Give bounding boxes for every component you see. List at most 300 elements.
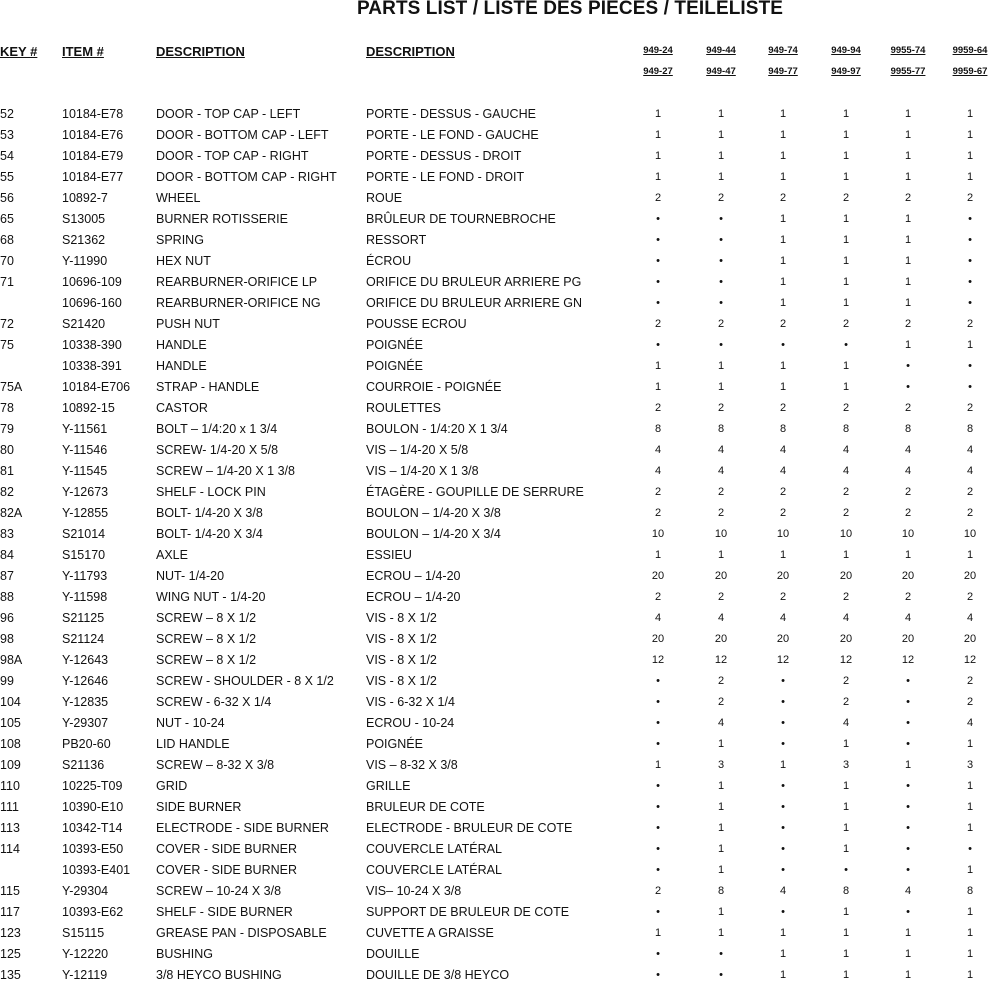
qty-9959-64-cell: 2: [966, 318, 974, 330]
qty-9955-74-cell: 2: [904, 591, 912, 603]
qty-9959-64-cell: 2: [966, 192, 974, 204]
qty-949-44-cell: 4: [717, 612, 725, 624]
qty-949-94-cell: 3: [842, 759, 850, 771]
description-en-cell: GREASE PAN - DISPOSABLE: [156, 926, 327, 940]
description-fr-cell: GRILLE: [366, 779, 411, 793]
item-number-cell: 10696-160: [62, 296, 122, 310]
qty-949-94-cell: 20: [839, 570, 853, 582]
key-cell: 81: [0, 464, 14, 478]
description-en-cell: HANDLE: [156, 359, 207, 373]
qty-949-24-cell: 4: [654, 612, 662, 624]
qty-949-74-cell: 2: [779, 486, 787, 498]
description-fr-cell: DOUILLE: [366, 947, 420, 961]
qty-949-74-cell: 1: [779, 171, 787, 183]
item-number-cell: Y-11545: [62, 464, 108, 478]
table-row: [0, 506, 990, 527]
qty-949-74-cell: 4: [779, 465, 787, 477]
qty-9959-64-cell: •: [968, 843, 972, 855]
qty-949-94-cell: 4: [842, 717, 850, 729]
model-header-top: 949-74: [768, 45, 798, 56]
description-fr-cell: ROULETTES: [366, 401, 442, 415]
qty-949-94-cell: 4: [842, 612, 850, 624]
qty-9955-74-cell: 1: [904, 255, 912, 267]
qty-9955-74-cell: •: [906, 717, 910, 729]
qty-949-94-cell: 2: [842, 591, 850, 603]
description-fr-cell: ORIFICE DU BRULEUR ARRIERE PG: [366, 275, 582, 289]
key-cell: 71: [0, 275, 14, 289]
item-number-cell: Y-29304: [62, 884, 109, 898]
qty-949-94-cell: 1: [842, 108, 850, 120]
qty-949-94-cell: 1: [842, 927, 850, 939]
qty-949-74-cell: 2: [779, 318, 787, 330]
qty-9959-64-cell: 1: [966, 780, 974, 792]
qty-949-74-cell: 2: [779, 507, 787, 519]
description-en-cell: BOLT- 1/4-20 X 3/8: [156, 506, 263, 520]
qty-949-74-cell: 4: [779, 612, 787, 624]
description-en-cell: REARBURNER-ORIFICE NG: [156, 296, 321, 310]
item-number-cell: Y-11546: [62, 443, 108, 457]
qty-949-24-cell: 1: [654, 360, 662, 372]
key-cell: 55: [0, 170, 14, 184]
item-number-cell: S13005: [62, 212, 106, 226]
qty-949-94-cell: 1: [842, 549, 850, 561]
key-cell: 108: [0, 737, 21, 751]
qty-9959-64-cell: 1: [966, 822, 974, 834]
qty-9955-74-cell: 2: [904, 486, 912, 498]
table-row: [0, 170, 990, 191]
qty-949-74-cell: 2: [779, 402, 787, 414]
description-en-cell: SCREW – 8 X 1/2: [156, 611, 257, 625]
description-fr-cell: COUVERCLE LATÉRAL: [366, 863, 502, 877]
description-fr-cell: ELECTRODE - BRULEUR DE COTE: [366, 821, 573, 835]
key-cell: 83: [0, 527, 14, 541]
qty-949-44-cell: 4: [717, 465, 725, 477]
qty-949-74-cell: 1: [779, 129, 787, 141]
qty-949-74-cell: 1: [779, 948, 787, 960]
table-row: [0, 863, 990, 884]
table-row: [0, 275, 990, 296]
qty-949-24-cell: 2: [654, 486, 662, 498]
item-number-cell: Y-11598: [62, 590, 108, 604]
qty-949-74-cell: 1: [779, 150, 787, 162]
description-en-cell: BURNER ROTISSERIE: [156, 212, 288, 226]
qty-949-24-cell: •: [656, 780, 660, 792]
qty-949-24-cell: •: [656, 339, 660, 351]
item-number-cell: Y-12855: [62, 506, 109, 520]
description-fr-cell: BRULEUR DE COTE: [366, 800, 485, 814]
table-row: [0, 947, 990, 968]
header-key: KEY #: [0, 44, 38, 59]
item-number-cell: Y-29307: [62, 716, 109, 730]
qty-949-94-cell: 1: [842, 234, 850, 246]
description-fr-cell: VIS – 1/4-20 X 1 3/8: [366, 464, 479, 478]
key-cell: 84: [0, 548, 14, 562]
qty-949-24-cell: •: [656, 948, 660, 960]
qty-949-44-cell: •: [719, 213, 723, 225]
table-row: [0, 968, 990, 989]
description-fr-cell: ÉTAGÈRE - GOUPILLE DE SERRURE: [366, 485, 584, 499]
qty-949-74-cell: 1: [779, 276, 787, 288]
item-number-cell: S15115: [62, 926, 105, 940]
table-row: [0, 443, 990, 464]
qty-9955-74-cell: 1: [904, 276, 912, 288]
qty-949-44-cell: 3: [717, 759, 725, 771]
qty-9955-74-cell: •: [906, 696, 910, 708]
qty-949-24-cell: 2: [654, 591, 662, 603]
qty-949-94-cell: 12: [839, 654, 853, 666]
description-en-cell: REARBURNER-ORIFICE LP: [156, 275, 318, 289]
item-number-cell: 10393-E50: [62, 842, 124, 856]
qty-9955-74-cell: •: [906, 675, 910, 687]
qty-949-24-cell: •: [656, 822, 660, 834]
qty-949-94-cell: 10: [839, 528, 853, 540]
description-en-cell: DOOR - TOP CAP - RIGHT: [156, 149, 309, 163]
qty-949-94-cell: •: [844, 339, 848, 351]
description-fr-cell: POIGNÉE: [366, 359, 423, 373]
qty-949-74-cell: •: [781, 801, 785, 813]
description-en-cell: SCREW- 1/4-20 X 5/8: [156, 443, 279, 457]
key-cell: 115: [0, 884, 20, 898]
item-number-cell: 10892-15: [62, 401, 115, 415]
qty-949-94-cell: 1: [842, 150, 850, 162]
description-en-cell: SCREW - 6-32 X 1/4: [156, 695, 272, 709]
qty-949-94-cell: 1: [842, 948, 850, 960]
qty-949-94-cell: 2: [842, 318, 850, 330]
qty-949-94-cell: 1: [842, 969, 850, 981]
qty-9955-74-cell: 2: [904, 402, 912, 414]
qty-949-44-cell: 20: [714, 570, 728, 582]
description-en-cell: SHELF - LOCK PIN: [156, 485, 266, 499]
qty-949-74-cell: 1: [779, 108, 787, 120]
key-cell: 68: [0, 233, 14, 247]
qty-949-24-cell: 1: [654, 927, 662, 939]
qty-949-44-cell: 1: [717, 129, 725, 141]
qty-9959-64-cell: 1: [966, 927, 974, 939]
qty-9959-64-cell: •: [968, 234, 972, 246]
key-cell: 98: [0, 632, 14, 646]
key-cell: 99: [0, 674, 14, 688]
qty-9955-74-cell: •: [906, 738, 910, 750]
qty-949-44-cell: 1: [717, 381, 725, 393]
key-cell: 75A: [0, 380, 23, 394]
table-row: [0, 191, 990, 212]
qty-949-94-cell: 1: [842, 276, 850, 288]
model-header-bottom: 9959-67: [952, 66, 988, 77]
qty-949-74-cell: •: [781, 738, 785, 750]
qty-949-24-cell: •: [656, 843, 660, 855]
qty-9959-64-cell: 3: [966, 759, 974, 771]
qty-9959-64-cell: 1: [966, 864, 974, 876]
description-en-cell: WING NUT - 1/4-20: [156, 590, 266, 604]
qty-949-24-cell: 12: [651, 654, 665, 666]
description-en-cell: SHELF - SIDE BURNER: [156, 905, 293, 919]
qty-949-74-cell: 20: [776, 570, 790, 582]
description-en-cell: ELECTRODE - SIDE BURNER: [156, 821, 329, 835]
description-fr-cell: PORTE - DESSUS - DROIT: [366, 149, 522, 163]
qty-9959-64-cell: 4: [966, 717, 974, 729]
table-row: [0, 716, 990, 737]
qty-9955-74-cell: 1: [904, 213, 912, 225]
qty-949-74-cell: 1: [779, 927, 787, 939]
qty-949-94-cell: 1: [842, 780, 850, 792]
item-number-cell: Y-12220: [62, 947, 109, 961]
qty-949-24-cell: 4: [654, 465, 662, 477]
qty-949-44-cell: 2: [717, 486, 725, 498]
table-row: [0, 674, 990, 695]
qty-949-74-cell: 1: [779, 234, 787, 246]
qty-949-24-cell: 1: [654, 759, 662, 771]
qty-9959-64-cell: 2: [966, 486, 974, 498]
table-row: [0, 611, 990, 632]
key-cell: 111: [0, 800, 20, 814]
key-cell: 70: [0, 254, 14, 268]
table-row: [0, 842, 990, 863]
qty-949-94-cell: 4: [842, 444, 850, 456]
item-number-cell: 10393-E62: [62, 905, 124, 919]
qty-949-24-cell: 2: [654, 318, 662, 330]
qty-9959-64-cell: 8: [966, 423, 974, 435]
description-fr-cell: COURROIE - POIGNÉE: [366, 380, 502, 394]
item-number-cell: Y-12835: [62, 695, 109, 709]
table-row: [0, 779, 990, 800]
description-fr-cell: ESSIEU: [366, 548, 412, 562]
description-en-cell: AXLE: [156, 548, 188, 562]
description-en-cell: BUSHING: [156, 947, 213, 961]
qty-9959-64-cell: •: [968, 276, 972, 288]
qty-949-24-cell: •: [656, 213, 660, 225]
qty-949-94-cell: 8: [842, 423, 850, 435]
qty-949-44-cell: 2: [717, 591, 725, 603]
qty-9955-74-cell: 2: [904, 318, 912, 330]
qty-949-24-cell: 10: [651, 528, 665, 540]
description-fr-cell: ORIFICE DU BRULEUR ARRIERE GN: [366, 296, 583, 310]
description-en-cell: SCREW – 10-24 X 3/8: [156, 884, 282, 898]
qty-9955-74-cell: 10: [901, 528, 915, 540]
qty-949-44-cell: 2: [717, 402, 725, 414]
description-en-cell: BOLT – 1/4:20 x 1 3/4: [156, 422, 278, 436]
qty-949-74-cell: 1: [779, 969, 787, 981]
table-row: [0, 422, 990, 443]
qty-949-24-cell: 4: [654, 444, 662, 456]
qty-949-94-cell: 1: [842, 822, 850, 834]
qty-949-44-cell: 2: [717, 675, 725, 687]
qty-949-74-cell: 8: [779, 423, 787, 435]
item-number-cell: 10696-109: [62, 275, 122, 289]
qty-9955-74-cell: 1: [904, 108, 912, 120]
qty-949-94-cell: 2: [842, 192, 850, 204]
model-header-top: 9955-74: [890, 45, 926, 56]
description-fr-cell: ECROU - 10-24: [366, 716, 455, 730]
description-fr-cell: VIS - 8 X 1/2: [366, 653, 437, 667]
qty-949-74-cell: 1: [779, 549, 787, 561]
qty-949-94-cell: 2: [842, 402, 850, 414]
description-en-cell: PUSH NUT: [156, 317, 220, 331]
key-cell: 72: [0, 317, 14, 331]
item-number-cell: S21124: [62, 632, 105, 646]
qty-949-24-cell: 1: [654, 549, 662, 561]
key-cell: 80: [0, 443, 14, 457]
qty-949-24-cell: •: [656, 738, 660, 750]
qty-949-74-cell: 2: [779, 591, 787, 603]
description-en-cell: DOOR - BOTTOM CAP - LEFT: [156, 128, 329, 142]
qty-949-24-cell: 20: [651, 570, 665, 582]
qty-9955-74-cell: 4: [904, 465, 912, 477]
qty-949-74-cell: •: [781, 675, 785, 687]
item-number-cell: 10338-391: [62, 359, 122, 373]
qty-949-74-cell: 1: [779, 297, 787, 309]
qty-9959-64-cell: 2: [966, 402, 974, 414]
qty-949-24-cell: 20: [651, 633, 665, 645]
qty-949-94-cell: 1: [842, 381, 850, 393]
qty-9955-74-cell: •: [906, 906, 910, 918]
item-number-cell: 10338-390: [62, 338, 122, 352]
key-cell: 123: [0, 926, 21, 940]
key-cell: 65: [0, 212, 14, 226]
item-number-cell: Y-11561: [62, 422, 108, 436]
model-header-bottom: 949-97: [831, 66, 861, 77]
table-row: [0, 905, 990, 926]
table-row: [0, 359, 990, 380]
qty-949-74-cell: 1: [779, 759, 787, 771]
qty-949-44-cell: 1: [717, 171, 725, 183]
qty-9959-64-cell: 10: [963, 528, 977, 540]
description-fr-cell: POIGNÉE: [366, 737, 423, 751]
description-fr-cell: BOULON – 1/4-20 X 3/8: [366, 506, 501, 520]
qty-9955-74-cell: •: [906, 864, 910, 876]
qty-9955-74-cell: 20: [901, 633, 915, 645]
key-cell: 113: [0, 821, 20, 835]
qty-949-24-cell: •: [656, 717, 660, 729]
qty-949-44-cell: 1: [717, 906, 725, 918]
key-cell: 56: [0, 191, 14, 205]
key-cell: 96: [0, 611, 14, 625]
qty-949-24-cell: 2: [654, 192, 662, 204]
qty-949-74-cell: •: [781, 906, 785, 918]
qty-949-94-cell: 20: [839, 633, 853, 645]
qty-949-74-cell: •: [781, 822, 785, 834]
qty-9959-64-cell: 1: [966, 339, 974, 351]
table-row: [0, 401, 990, 422]
qty-949-74-cell: •: [781, 780, 785, 792]
item-number-cell: S21014: [62, 527, 106, 541]
qty-949-24-cell: •: [656, 675, 660, 687]
description-fr-cell: POIGNÉE: [366, 338, 423, 352]
description-fr-cell: BOULON – 1/4-20 X 3/4: [366, 527, 501, 541]
description-en-cell: 3/8 HEYCO BUSHING: [156, 968, 282, 982]
qty-949-94-cell: 2: [842, 486, 850, 498]
qty-949-24-cell: •: [656, 906, 660, 918]
description-en-cell: COVER - SIDE BURNER: [156, 863, 297, 877]
qty-949-94-cell: 1: [842, 297, 850, 309]
description-fr-cell: BRÛLEUR DE TOURNEBROCHE: [366, 212, 556, 226]
qty-9959-64-cell: 1: [966, 171, 974, 183]
table-row: [0, 254, 990, 275]
qty-9959-64-cell: 20: [963, 633, 977, 645]
qty-949-24-cell: •: [656, 969, 660, 981]
qty-949-74-cell: 20: [776, 633, 790, 645]
table-row: [0, 926, 990, 947]
qty-949-74-cell: 1: [779, 255, 787, 267]
model-header-bottom: 9955-77: [890, 66, 926, 77]
description-fr-cell: VIS - 8 X 1/2: [366, 674, 437, 688]
header-item: ITEM #: [62, 44, 104, 59]
qty-949-44-cell: 2: [717, 192, 725, 204]
qty-949-44-cell: 12: [714, 654, 728, 666]
qty-949-24-cell: 2: [654, 402, 662, 414]
qty-949-44-cell: 1: [717, 822, 725, 834]
qty-949-44-cell: •: [719, 276, 723, 288]
description-fr-cell: SUPPORT DE BRULEUR DE COTE: [366, 905, 570, 919]
description-en-cell: CASTOR: [156, 401, 208, 415]
qty-9955-74-cell: 20: [901, 570, 915, 582]
qty-949-74-cell: 4: [779, 885, 787, 897]
qty-949-74-cell: •: [781, 339, 785, 351]
table-row: [0, 149, 990, 170]
description-fr-cell: ECROU – 1/4-20: [366, 569, 461, 583]
qty-949-24-cell: •: [656, 696, 660, 708]
qty-9955-74-cell: •: [906, 801, 910, 813]
qty-9959-64-cell: 1: [966, 738, 974, 750]
table-row: [0, 527, 990, 548]
description-fr-cell: VIS - 8 X 1/2: [366, 611, 437, 625]
description-en-cell: SIDE BURNER: [156, 800, 242, 814]
qty-949-24-cell: 1: [654, 381, 662, 393]
description-en-cell: DOOR - BOTTOM CAP - RIGHT: [156, 170, 337, 184]
table-row: [0, 212, 990, 233]
qty-949-44-cell: 4: [717, 444, 725, 456]
description-en-cell: NUT- 1/4-20: [156, 569, 225, 583]
qty-949-24-cell: 1: [654, 171, 662, 183]
qty-949-44-cell: •: [719, 339, 723, 351]
qty-9959-64-cell: 2: [966, 591, 974, 603]
qty-949-24-cell: •: [656, 297, 660, 309]
qty-949-24-cell: 1: [654, 129, 662, 141]
qty-9955-74-cell: 1: [904, 759, 912, 771]
qty-949-44-cell: 1: [717, 108, 725, 120]
qty-949-44-cell: 1: [717, 549, 725, 561]
key-cell: 105: [0, 716, 21, 730]
description-en-cell: WHEEL: [156, 191, 201, 205]
qty-9955-74-cell: 1: [904, 969, 912, 981]
qty-949-94-cell: 1: [842, 738, 850, 750]
description-en-cell: NUT - 10-24: [156, 716, 225, 730]
item-number-cell: Y-12643: [62, 653, 109, 667]
qty-949-44-cell: 1: [717, 360, 725, 372]
page-title: PARTS LIST / LISTE DES PIECES / TEILELISTE: [356, 0, 784, 19]
table-row: [0, 695, 990, 716]
qty-949-74-cell: 10: [776, 528, 790, 540]
description-en-cell: SCREW – 1/4-20 X 1 3/8: [156, 464, 295, 478]
table-row: [0, 884, 990, 905]
qty-949-24-cell: 2: [654, 507, 662, 519]
item-number-cell: Y-12646: [62, 674, 109, 688]
qty-9955-74-cell: •: [906, 360, 910, 372]
qty-949-44-cell: 20: [714, 633, 728, 645]
qty-949-94-cell: 1: [842, 360, 850, 372]
qty-9959-64-cell: •: [968, 297, 972, 309]
qty-949-94-cell: 4: [842, 465, 850, 477]
model-header-bottom: 949-27: [643, 66, 673, 77]
item-number-cell: S21136: [62, 758, 105, 772]
qty-949-44-cell: 4: [717, 717, 725, 729]
key-cell: 52: [0, 107, 14, 121]
key-cell: 125: [0, 947, 21, 961]
description-fr-cell: VIS - 8 X 1/2: [366, 632, 437, 646]
key-cell: 135: [0, 968, 21, 982]
qty-9955-74-cell: 1: [904, 339, 912, 351]
item-number-cell: S15170: [62, 548, 106, 562]
item-number-cell: S21362: [62, 233, 106, 247]
